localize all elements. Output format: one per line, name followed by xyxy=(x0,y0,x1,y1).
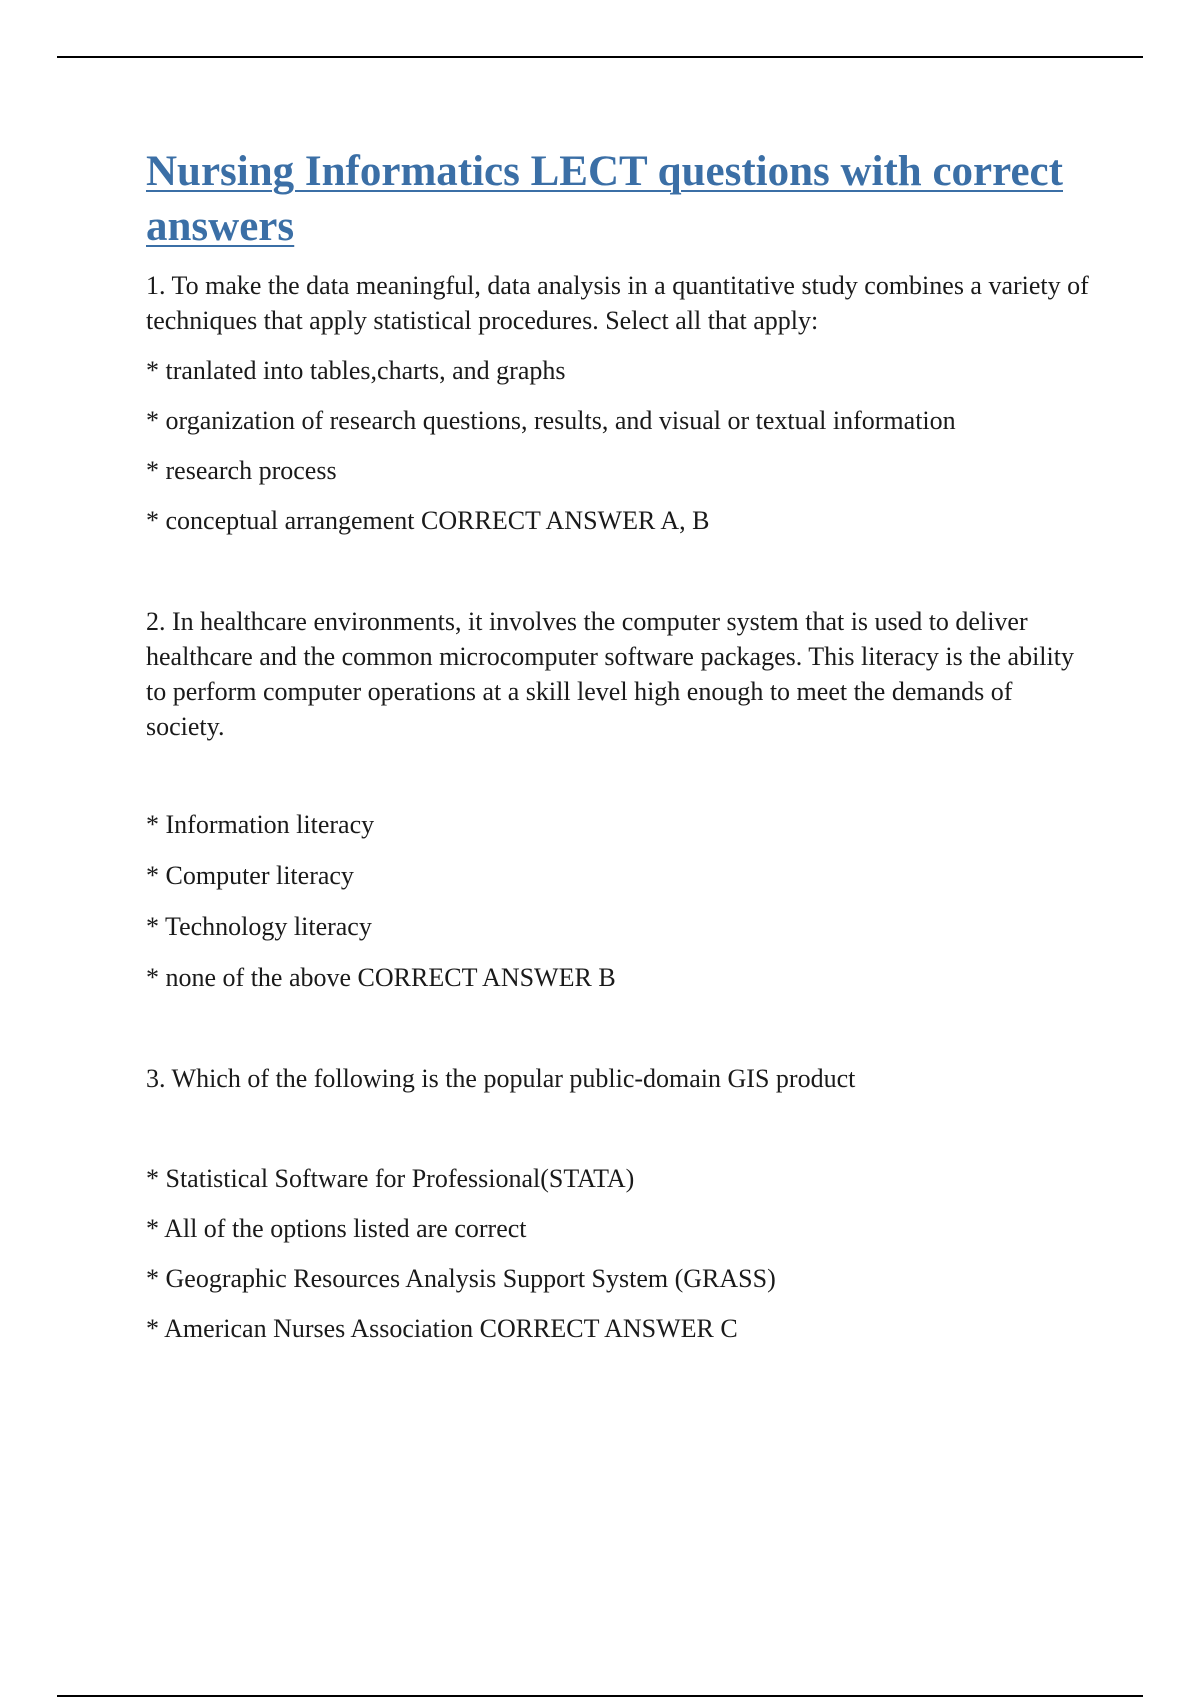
question-2-option-a: * Information literacy xyxy=(146,810,375,839)
question-2-option-d: * none of the above CORRECT ANSWER B xyxy=(146,963,616,992)
question-3-option-c: * Geographic Resources Analysis Support System (GRASS) xyxy=(146,1264,776,1293)
question-2-option-c: * Technology literacy xyxy=(146,912,372,941)
question-3-option-a: * Statistical Software for Professional(STATA) xyxy=(146,1164,635,1193)
question-1-option-c: * research process xyxy=(146,456,337,485)
question-1-option-b: * organization of research questions, results, and visual or textual information xyxy=(146,406,956,435)
question-3: 3. Which of the following is the popular public-domain GIS product xyxy=(146,1064,856,1093)
question-1: 1. To make the data meaningful, data analysis in a quantitative study combines a variety of techniques that apply statistical procedures. Select all that apply: xyxy=(146,271,1089,335)
top-rule xyxy=(57,56,1143,58)
document-body xyxy=(146,144,1096,1346)
document-title-link[interactable]: Nursing Informatics LECT questions with correct answers xyxy=(146,148,1063,250)
bottom-rule xyxy=(57,1695,1143,1697)
question-1-option-a: * tranlated into tables,charts, and graphs xyxy=(146,356,566,385)
question-2-option-b: * Computer literacy xyxy=(146,861,354,890)
question-1-option-d: * conceptual arrangement CORRECT ANSWER A, B xyxy=(146,506,710,535)
document-title xyxy=(146,144,1096,254)
question-2: 2. In healthcare environments, it involves the computer system that is used to deliver healthcare and the common microcomputer software packages. This literacy is the ability to perform computer operations at a skill level high enough to meet the demands of society. xyxy=(146,607,1074,741)
question-3-option-d: * American Nurses Association CORRECT ANSWER C xyxy=(146,1314,738,1343)
question-3-option-b: * All of the options listed are correct xyxy=(146,1214,527,1243)
